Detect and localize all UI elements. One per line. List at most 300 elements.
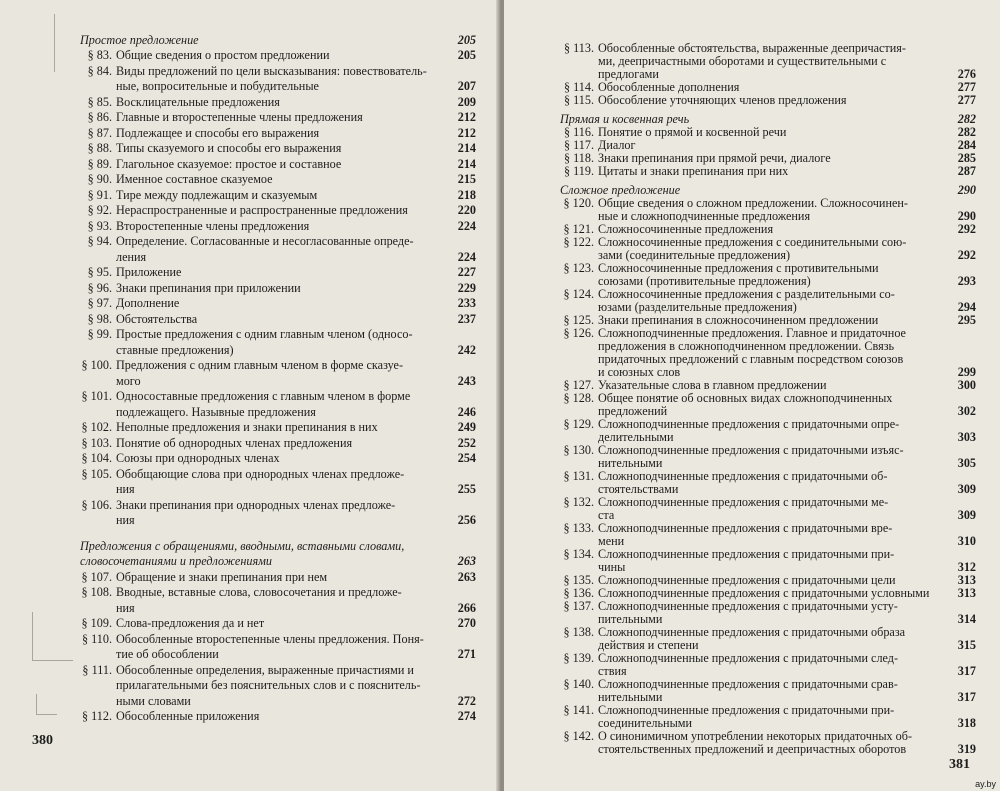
entry-page: 287 xyxy=(957,164,976,178)
entry-title: Союзы при однородных членах xyxy=(116,452,280,465)
toc-entry xyxy=(74,158,476,172)
toc-entry xyxy=(74,359,476,373)
toc-entry xyxy=(74,499,476,513)
section-number: § 102. xyxy=(81,420,112,434)
toc-entry xyxy=(556,743,976,757)
section-number: § 125. xyxy=(563,313,594,327)
entry-page: 233 xyxy=(457,296,476,310)
section-heading: Предложения с обращениями, вводными, вставными словами, xyxy=(80,538,405,553)
section-number: § 100. xyxy=(81,358,112,372)
entry-title: Вводные, вставные слова, словосочетания и предложе- xyxy=(116,586,402,599)
entry-title: Именное составное сказуемое xyxy=(116,173,273,186)
entry-page: 214 xyxy=(457,156,476,171)
toc-entry xyxy=(74,617,476,631)
section-number: § 101. xyxy=(81,389,112,403)
toc-entry xyxy=(556,483,976,497)
entry-title: Сложносочиненные предложения xyxy=(598,223,774,236)
entry-page: 309 xyxy=(957,482,976,496)
section-number: § 98. xyxy=(87,311,112,326)
toc-entry xyxy=(74,282,476,296)
toc-entry xyxy=(556,275,976,289)
section-number: § 95. xyxy=(87,265,112,279)
section-number: § 113. xyxy=(563,41,594,55)
entry-page: 209 xyxy=(457,94,476,109)
entry-page: 224 xyxy=(457,218,476,233)
toc-entry xyxy=(74,204,476,218)
entry-title: Односоставные предложения с главным членом в форме xyxy=(116,390,411,403)
toc-entry xyxy=(74,313,476,327)
entry-page: 218 xyxy=(457,187,476,202)
entry-page: 299 xyxy=(957,365,976,379)
right-toc xyxy=(504,0,1000,791)
section-number: § 97. xyxy=(87,296,112,310)
toc-entry xyxy=(74,189,476,203)
entry-page: 215 xyxy=(457,172,476,186)
entry-title: Понятие об однородных членах предложения xyxy=(116,436,353,450)
toc-entry xyxy=(74,251,476,265)
entry-title: придаточных предложений с главным посредством союзов xyxy=(598,353,904,366)
section-number: § 89. xyxy=(87,156,112,171)
toc-entry xyxy=(556,431,976,445)
entry-title: Обобщающие слова при однородных членах предложе- xyxy=(116,467,405,481)
section-number: § 115. xyxy=(563,93,594,107)
entry-title: предлогами xyxy=(598,68,659,81)
entry-title: ные, вопросительные и побудительные xyxy=(116,80,319,93)
entry-title: ста xyxy=(598,509,615,522)
entry-page: 277 xyxy=(957,80,976,94)
entry-title: соединительными xyxy=(598,717,692,730)
entry-title: Обособленные определения, выраженные причастиями и xyxy=(116,663,414,677)
section-heading: Простое предложение 205 xyxy=(80,33,476,47)
toc-entry xyxy=(556,42,976,56)
entry-title: делительными xyxy=(598,431,674,444)
entry-page: 300 xyxy=(957,378,976,392)
entry-title: нительными xyxy=(598,457,663,470)
toc-entry xyxy=(74,173,476,187)
section-number: § 117. xyxy=(563,138,594,152)
toc-entry xyxy=(74,344,476,358)
section-heading: Сложное предложение 290 xyxy=(560,183,976,197)
entry-title: Глагольное сказуемое: простое и составное xyxy=(116,157,342,171)
toc-entry xyxy=(556,379,976,393)
entry-page: 274 xyxy=(457,709,476,723)
toc-entry xyxy=(556,139,976,153)
entry-title: стоятельствами xyxy=(598,483,679,496)
entry-title: Нераспространенные и распространенные предложения xyxy=(116,204,408,217)
section-number: § 83. xyxy=(87,48,112,62)
toc-entry xyxy=(556,639,976,653)
entry-page: 313 xyxy=(957,573,976,587)
entry-title: Указательные слова в главном предложении xyxy=(598,379,827,392)
toc-entry xyxy=(556,626,976,640)
entry-title: зами (соединительные предложения) xyxy=(598,249,791,262)
entry-page: 255 xyxy=(457,482,476,496)
entry-title: предложений xyxy=(598,405,668,418)
toc-entry xyxy=(74,406,476,420)
page-number: 380 xyxy=(32,733,53,748)
entry-title: Диалог xyxy=(598,139,636,152)
entry-title: Подлежащее и способы его выражения xyxy=(116,126,320,140)
section-number: § 121. xyxy=(563,222,594,236)
entry-title: нительными xyxy=(598,691,663,704)
entry-title: Сложноподчиненные предложения с придаточными вре- xyxy=(598,522,893,535)
entry-title: Сложносочиненные предложения с противительными xyxy=(598,262,879,275)
entry-title: Сложносочиненные предложения с разделительными со- xyxy=(598,288,895,301)
entry-page: 314 xyxy=(957,612,976,626)
section-number: § 87. xyxy=(87,125,112,140)
toc-entry xyxy=(556,444,976,458)
toc-entry xyxy=(74,602,476,616)
toc-entry xyxy=(556,548,976,562)
entry-title: Обособленные приложения xyxy=(116,710,260,723)
entry-title: ния xyxy=(116,483,135,496)
entry-title: ствия xyxy=(598,665,627,678)
entry-page: 292 xyxy=(957,222,976,236)
section-number: § 84. xyxy=(87,63,112,78)
entry-title: юзами (разделительные предложения) xyxy=(598,301,797,314)
toc-entry xyxy=(556,340,976,354)
toc-entry xyxy=(74,571,476,585)
section-number: § 114. xyxy=(563,80,594,94)
section-number: § 133. xyxy=(563,521,594,535)
entry-title: Сложноподчиненные предложения. Главное и придаточное xyxy=(598,327,906,340)
entry-title: Общие сведения о простом предложении xyxy=(116,49,330,62)
section-number: § 110. xyxy=(81,631,112,646)
toc-entry xyxy=(556,197,976,211)
toc-entry xyxy=(74,452,476,466)
toc-entry xyxy=(74,679,476,693)
entry-title: Сложноподчиненные предложения с придаточными ме- xyxy=(598,496,889,509)
toc-entry xyxy=(556,457,976,471)
toc-entry xyxy=(556,301,976,315)
toc-entry xyxy=(74,710,476,724)
entry-page: 317 xyxy=(957,690,976,704)
entry-title: Сложноподчиненные предложения с придаточными след- xyxy=(598,652,899,665)
entry-page: 277 xyxy=(957,93,976,107)
entry-title: Виды предложений по цели высказывания: повествователь- xyxy=(116,64,427,78)
toc-entry xyxy=(556,366,976,380)
entry-title: Второстепенные члены предложения xyxy=(116,219,310,233)
entry-title: ления xyxy=(116,250,147,264)
toc-entry xyxy=(556,55,976,69)
toc-entry xyxy=(74,633,476,647)
entry-page: 207 xyxy=(457,79,476,93)
entry-title: Сложноподчиненные предложения с придаточными срав- xyxy=(598,678,898,691)
toc-entry xyxy=(556,262,976,276)
entry-page: 313 xyxy=(957,586,976,600)
entry-title: ными словами xyxy=(116,694,191,708)
entry-title: подлежащего. Назывные предложения xyxy=(116,405,316,419)
toc-entry xyxy=(556,210,976,224)
entry-page: 220 xyxy=(457,203,476,217)
toc-entry xyxy=(74,80,476,94)
entry-title: Типы сказуемого и способы его выражения xyxy=(116,142,342,155)
page-number: 381 xyxy=(949,757,970,772)
section-number: § 105. xyxy=(81,466,112,481)
entry-title: Простые предложения с одним главным членом (односо- xyxy=(116,328,413,341)
section-number: § 93. xyxy=(87,218,112,233)
toc-entry xyxy=(556,249,976,263)
section-number: § 124. xyxy=(563,287,594,301)
section-number: § 131. xyxy=(563,469,594,483)
entry-title: Обособление уточняющих членов предложения xyxy=(598,94,847,107)
toc-entry xyxy=(556,327,976,341)
entry-page: 310 xyxy=(957,534,976,548)
entry-title: Приложение xyxy=(116,266,182,279)
entry-page: 271 xyxy=(457,647,476,661)
toc-entry xyxy=(556,353,976,367)
entry-title: Сложноподчиненные предложения с придаточными условными xyxy=(598,587,930,600)
toc-entry xyxy=(74,648,476,662)
entry-title: Определение. Согласованные и несогласованные опреде- xyxy=(116,235,414,248)
toc-entry xyxy=(556,587,976,601)
entry-page: 293 xyxy=(957,274,976,288)
entry-page: 282 xyxy=(957,125,976,139)
toc-entry xyxy=(74,266,476,280)
entry-title: ные и сложноподчиненные предложения xyxy=(598,210,811,223)
toc-entry xyxy=(74,421,476,435)
toc-entry xyxy=(556,126,976,140)
entry-page: 290 xyxy=(957,209,976,223)
entry-title: Общее понятие об основных видах сложноподчиненных xyxy=(598,392,893,405)
entry-page: 227 xyxy=(457,265,476,279)
entry-page: 212 xyxy=(457,125,476,140)
section-number: § 137. xyxy=(563,599,594,613)
entry-title: действия и степени xyxy=(598,639,699,652)
entry-page: 205 xyxy=(457,48,476,62)
entry-page: 312 xyxy=(957,560,976,574)
entry-page: 294 xyxy=(957,300,976,314)
toc-entry xyxy=(556,665,976,679)
entry-title: и союзных слов xyxy=(598,366,681,379)
toc-entry xyxy=(556,236,976,250)
entry-page: 256 xyxy=(457,513,476,527)
entry-title: О синонимичном употреблении некоторых придаточных об- xyxy=(598,730,913,743)
toc-entry xyxy=(556,561,976,575)
toc-entry xyxy=(74,111,476,125)
toc-entry xyxy=(74,297,476,311)
toc-entry xyxy=(556,470,976,484)
entry-page: 319 xyxy=(957,742,976,756)
toc-entry xyxy=(556,405,976,419)
entry-title: ния xyxy=(116,514,135,527)
right-page xyxy=(504,0,1000,791)
entry-page: 284 xyxy=(957,138,976,152)
entry-title: стоятельственных предложений и деепричастных оборотов xyxy=(598,743,907,756)
section-number: § 139. xyxy=(563,651,594,665)
entry-page: 249 xyxy=(457,420,476,434)
toc-entry xyxy=(556,165,976,179)
entry-title: Сложноподчиненные предложения с придаточными изъяс- xyxy=(598,444,904,457)
section-number: § 112. xyxy=(81,709,112,723)
entry-page: 246 xyxy=(457,404,476,419)
entry-title: Знаки препинания при однородных членах предложе- xyxy=(116,498,396,512)
entry-page: 243 xyxy=(457,373,476,388)
toc-entry xyxy=(74,514,476,528)
toc-entry xyxy=(74,142,476,156)
section-number: § 109. xyxy=(81,616,112,630)
entry-title: тие об обособлении xyxy=(116,648,219,661)
entry-title: Слова-предложения да и нет xyxy=(116,617,265,630)
section-number: § 129. xyxy=(563,417,594,431)
section-heading: словосочетаниями и предложениями 263 xyxy=(80,554,476,568)
section-number: § 90. xyxy=(87,172,112,186)
section-number: § 132. xyxy=(563,495,594,509)
section-number: § 119. xyxy=(563,164,594,178)
entry-page: 302 xyxy=(957,404,976,418)
section-number: § 94. xyxy=(87,234,112,248)
section-number: § 134. xyxy=(563,547,594,561)
entry-title: Сложносочиненные предложения с соединительными сою- xyxy=(598,236,907,249)
toc-entry xyxy=(74,437,476,451)
toc-entry xyxy=(556,652,976,666)
entry-page: 292 xyxy=(957,248,976,262)
section-page: 263 xyxy=(457,554,476,568)
entry-title: Восклицательные предложения xyxy=(116,95,280,109)
toc-entry xyxy=(556,223,976,237)
section-number: § 140. xyxy=(563,677,594,691)
section-page: 205 xyxy=(457,33,476,47)
section-number: § 103. xyxy=(81,435,112,450)
entry-page: 317 xyxy=(957,664,976,678)
section-number: § 107. xyxy=(81,569,112,584)
pencil-mark xyxy=(32,612,73,661)
section-number: § 126. xyxy=(563,326,594,340)
toc-entry xyxy=(556,94,976,108)
toc-entry xyxy=(74,65,476,79)
toc-entry xyxy=(556,574,976,588)
entry-title: Сложноподчиненные предложения с придаточными об- xyxy=(598,470,888,483)
entry-page: 270 xyxy=(457,616,476,630)
entry-title: ми, деепричастными оборотами и существительными с xyxy=(598,55,887,68)
toc-entry xyxy=(556,288,976,302)
entry-page: 214 xyxy=(457,141,476,155)
entry-title: Обособленные дополнения xyxy=(598,81,740,94)
entry-title: Обстоятельства xyxy=(116,312,198,326)
toc-entry xyxy=(556,535,976,549)
toc-entry xyxy=(74,695,476,709)
pencil-mark xyxy=(48,14,55,72)
section-number: § 92. xyxy=(87,203,112,217)
toc-entry xyxy=(556,496,976,510)
section-number: § 85. xyxy=(87,94,112,109)
toc-entry xyxy=(74,220,476,234)
section-number: § 128. xyxy=(563,391,594,405)
entry-title: Обособленные второстепенные члены предложения. Поня- xyxy=(116,632,424,646)
entry-page: 252 xyxy=(457,435,476,450)
section-page: 290 xyxy=(957,183,976,197)
section-number: § 88. xyxy=(87,141,112,155)
entry-title: предложения в сложноподчиненном предложении. Связь xyxy=(598,340,895,353)
entry-title: Предложения с одним главным членом в форме сказуе- xyxy=(116,359,404,372)
toc-entry xyxy=(556,418,976,432)
entry-page: 318 xyxy=(957,716,976,730)
section-number: § 118. xyxy=(563,151,594,165)
section-number: § 138. xyxy=(563,625,594,639)
toc-entry xyxy=(556,600,976,614)
entry-page: 237 xyxy=(457,311,476,326)
entry-title: пительными xyxy=(598,613,663,626)
section-number: § 96. xyxy=(87,280,112,295)
entry-title: Главные и второстепенные члены предложения xyxy=(116,111,363,124)
entry-title: Неполные предложения и знаки препинания в них xyxy=(116,421,378,434)
entry-page: 212 xyxy=(457,110,476,124)
toc-entry xyxy=(556,68,976,82)
watermark: ay.by xyxy=(975,779,996,789)
entry-title: Тире между подлежащим и сказуемым xyxy=(116,188,318,202)
section-page: 282 xyxy=(957,112,976,126)
entry-title: Сложноподчиненные предложения с придаточными усту- xyxy=(598,600,898,613)
entry-title: прилагательными без пояснительных слов и с пояснитель- xyxy=(116,679,421,692)
toc-entry xyxy=(74,127,476,141)
toc-entry xyxy=(74,375,476,389)
toc-entry xyxy=(556,730,976,744)
toc-entry xyxy=(556,81,976,95)
entry-page: 229 xyxy=(457,280,476,295)
entry-page: 263 xyxy=(457,569,476,584)
section-number: § 141. xyxy=(563,703,594,717)
toc-entry xyxy=(556,678,976,692)
entry-page: 276 xyxy=(957,67,976,81)
entry-title: Сложноподчиненные предложения с придаточными при- xyxy=(598,704,895,717)
toc-entry xyxy=(556,613,976,627)
section-number: § 142. xyxy=(563,729,594,743)
toc-entry xyxy=(556,152,976,166)
entry-title: Понятие о прямой и косвенной речи xyxy=(598,126,787,139)
toc-entry xyxy=(74,664,476,678)
entry-title: Обособленные обстоятельства, выраженные деепричастия- xyxy=(598,42,906,55)
toc-entry xyxy=(74,96,476,110)
entry-title: союзами (противительные предложения) xyxy=(598,275,811,288)
section-number: § 130. xyxy=(563,443,594,457)
entry-page: 309 xyxy=(957,508,976,522)
entry-page: 303 xyxy=(957,430,976,444)
entry-title: Дополнение xyxy=(116,297,180,310)
entry-page: 254 xyxy=(457,451,476,465)
pencil-mark xyxy=(36,694,57,715)
section-number: § 111. xyxy=(82,662,112,677)
entry-title: Общие сведения о сложном предложении. Сложносочинен- xyxy=(598,197,908,210)
entry-title: Сложноподчиненные предложения с придаточными образа xyxy=(598,626,906,639)
entry-page: 272 xyxy=(457,693,476,708)
entry-title: Сложноподчиненные предложения с придаточными цели xyxy=(598,574,896,587)
toc-entry xyxy=(556,717,976,731)
section-number: § 106. xyxy=(81,497,112,512)
toc-entry xyxy=(556,509,976,523)
toc-entry xyxy=(74,586,476,600)
toc-entry xyxy=(74,483,476,497)
entry-title: Цитаты и знаки препинания при них xyxy=(598,165,789,178)
entry-page: 315 xyxy=(957,638,976,652)
entry-title: Сложноподчиненные предложения с придаточными при- xyxy=(598,548,895,561)
entry-title: мени xyxy=(598,535,625,548)
section-number: § 104. xyxy=(81,451,112,465)
toc-entry xyxy=(74,468,476,482)
toc-entry xyxy=(556,392,976,406)
section-number: § 123. xyxy=(563,261,594,275)
entry-title: Сложноподчиненные предложения с придаточными опре- xyxy=(598,418,900,431)
entry-page: 285 xyxy=(957,151,976,165)
entry-page: 295 xyxy=(957,313,976,327)
entry-title: чины xyxy=(598,561,626,574)
entry-page: 224 xyxy=(457,249,476,264)
section-number: § 136. xyxy=(563,586,594,600)
toc-entry xyxy=(556,704,976,718)
entry-title: Знаки препинания в сложносочиненном предложении xyxy=(598,314,879,327)
section-number: § 127. xyxy=(563,378,594,392)
toc-entry xyxy=(74,235,476,249)
toc-entry xyxy=(556,691,976,705)
